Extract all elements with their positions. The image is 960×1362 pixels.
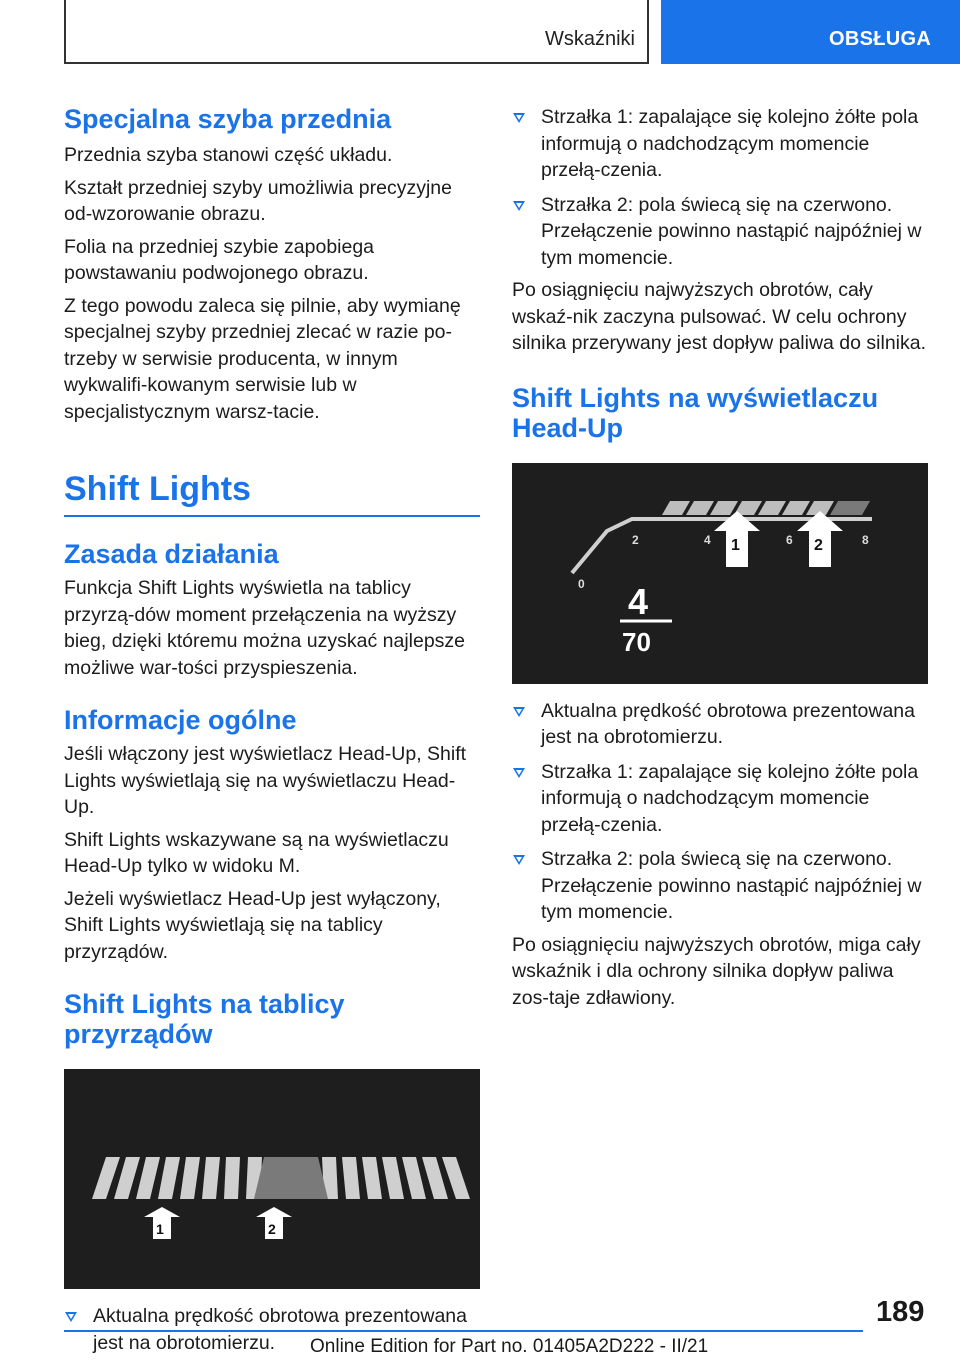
hud-speed-value: 70 — [622, 626, 651, 657]
heading-cluster: Shift Lights na tablicy przyrządów — [64, 989, 345, 1049]
para-after-cluster: Po osiągnięciu najwyższych obrotów, cały wskaź-nik zaczyna pulsować. W celu ochrony silnika przerywany jest dopływ paliwa do silnika. — [512, 279, 927, 354]
hud-tick-4: 4 — [704, 532, 711, 547]
footer-edition: Online Edition for Part no. 01405A2D222 - II/21 — [310, 1336, 709, 1357]
hud-tick-8: 8 — [862, 532, 869, 547]
heading-underline — [64, 515, 480, 517]
bullet-triangle-icon — [513, 201, 525, 211]
cluster-arrow-1-label: 1 — [156, 1221, 164, 1237]
header-section-tab — [64, 0, 649, 64]
hud-tick-2: 2 — [632, 532, 639, 547]
bullet-triangle-icon — [65, 1312, 77, 1322]
header-chapter-tab — [661, 0, 960, 64]
bullet-arrow2-cluster: Strzałka 2: pola świecą się na czerwono. Przełączenie powinno nastąpić najpóźniej w tym momencie. — [512, 192, 928, 272]
cluster-shift-lights-image — [64, 1069, 480, 1289]
heading-general: Informacje ogólne — [64, 705, 297, 735]
bullet-triangle-icon — [513, 113, 525, 123]
heading-principle: Zasada działania — [64, 539, 279, 569]
footer-divider — [64, 1330, 863, 1332]
para-windscreen-4: Z tego powodu zaleca się pilnie, aby wymianę specjalnej szyby przedniej zlecać w razie po-trzeby w serwisie producenta, w innym wykwalifi-kowanym serwisie lub w specjalistycznym warsz-tacie. — [64, 294, 461, 423]
page-number: 189 — [876, 1296, 925, 1328]
bullet-arrow2-hud: Strzałka 2: pola świecą się na czerwono. Przełączenie powinno nastąpić najpóźniej w tym momencie. — [512, 846, 928, 926]
para-windscreen-3: Folia na przedniej szybie zapobiega powstawaniu podwojonego obrazu. — [64, 235, 375, 284]
para-windscreen-2: Kształt przedniej szyby umożliwia precyzyjne od-wzorowanie obrazu. — [64, 176, 452, 225]
bullet-arrow1-cluster: Strzałka 1: zapalające się kolejno żółte pola informują o nadchodzącym momencie przełą-czenia. — [512, 104, 928, 184]
right-column — [512, 100, 928, 1011]
bullet-triangle-icon — [513, 768, 525, 778]
header-section-label: Wskaźniki — [544, 28, 635, 50]
cluster-arrow-2-label: 2 — [268, 1221, 276, 1237]
hud-illustration — [512, 463, 928, 684]
hud-tick-0: 0 — [578, 576, 585, 591]
para-general-1: Jeśli włączony jest wyświetlacz Head-Up, Shift Lights wyświetlają się na wyświetlaczu Head-Up. — [64, 743, 467, 818]
para-general-3: Jeżeli wyświetlacz Head-Up jest wyłączony, Shift Lights wyświetlają się na tablicy przyrządów. — [64, 887, 441, 963]
heading-shift-lights: Shift Lights — [64, 470, 251, 508]
bullet-triangle-icon — [513, 855, 525, 865]
bullet-arrow1-hud: Strzałka 1: zapalające się kolejno żółte pola informują o nadchodzącym momencie przełą-czenia. — [512, 759, 928, 839]
para-after-hud: Po osiągnięciu najwyższych obrotów, miga cały wskaźnik i dla ochrony silnika dopływ paliwa zos-taje zdławiony. — [512, 933, 921, 1009]
header-chapter-label: OBSŁUGA — [829, 28, 932, 50]
left-column — [64, 100, 480, 1356]
heading-hud: Shift Lights na wyświetlaczu Head-Up — [512, 382, 879, 443]
bullet-cluster-rpm: Aktualna prędkość obrotowa prezentowana jest na obrotomierzu. — [64, 1303, 480, 1356]
para-general-2: Shift Lights wskazywane są na wyświetlaczu Head-Up tylko w widoku M. — [64, 828, 449, 877]
hud-gear-value: 4 — [628, 580, 649, 622]
hud-tick-6: 6 — [786, 532, 793, 547]
hud-shift-lights-image — [512, 463, 928, 684]
bullet-hud-rpm: Aktualna prędkość obrotowa prezentowana jest na obrotomierzu. — [512, 698, 928, 751]
cluster-illustration — [64, 1069, 480, 1289]
para-principle: Funkcja Shift Lights wyświetla na tablicy przyrzą-dów moment przełączenia na wyższy bieg, dzięki któremu można uzyskać najlepsze możliwe war-tości przyspieszenia. — [64, 577, 466, 679]
heading-windscreen: Specjalna szyba przednia — [64, 104, 392, 134]
bullet-triangle-icon — [513, 707, 525, 717]
hud-arrow-1-label: 1 — [731, 536, 740, 554]
hud-arrow-2-label: 2 — [814, 536, 823, 554]
para-windscreen-1: Przednia szyba stanowi część układu. — [64, 144, 393, 166]
